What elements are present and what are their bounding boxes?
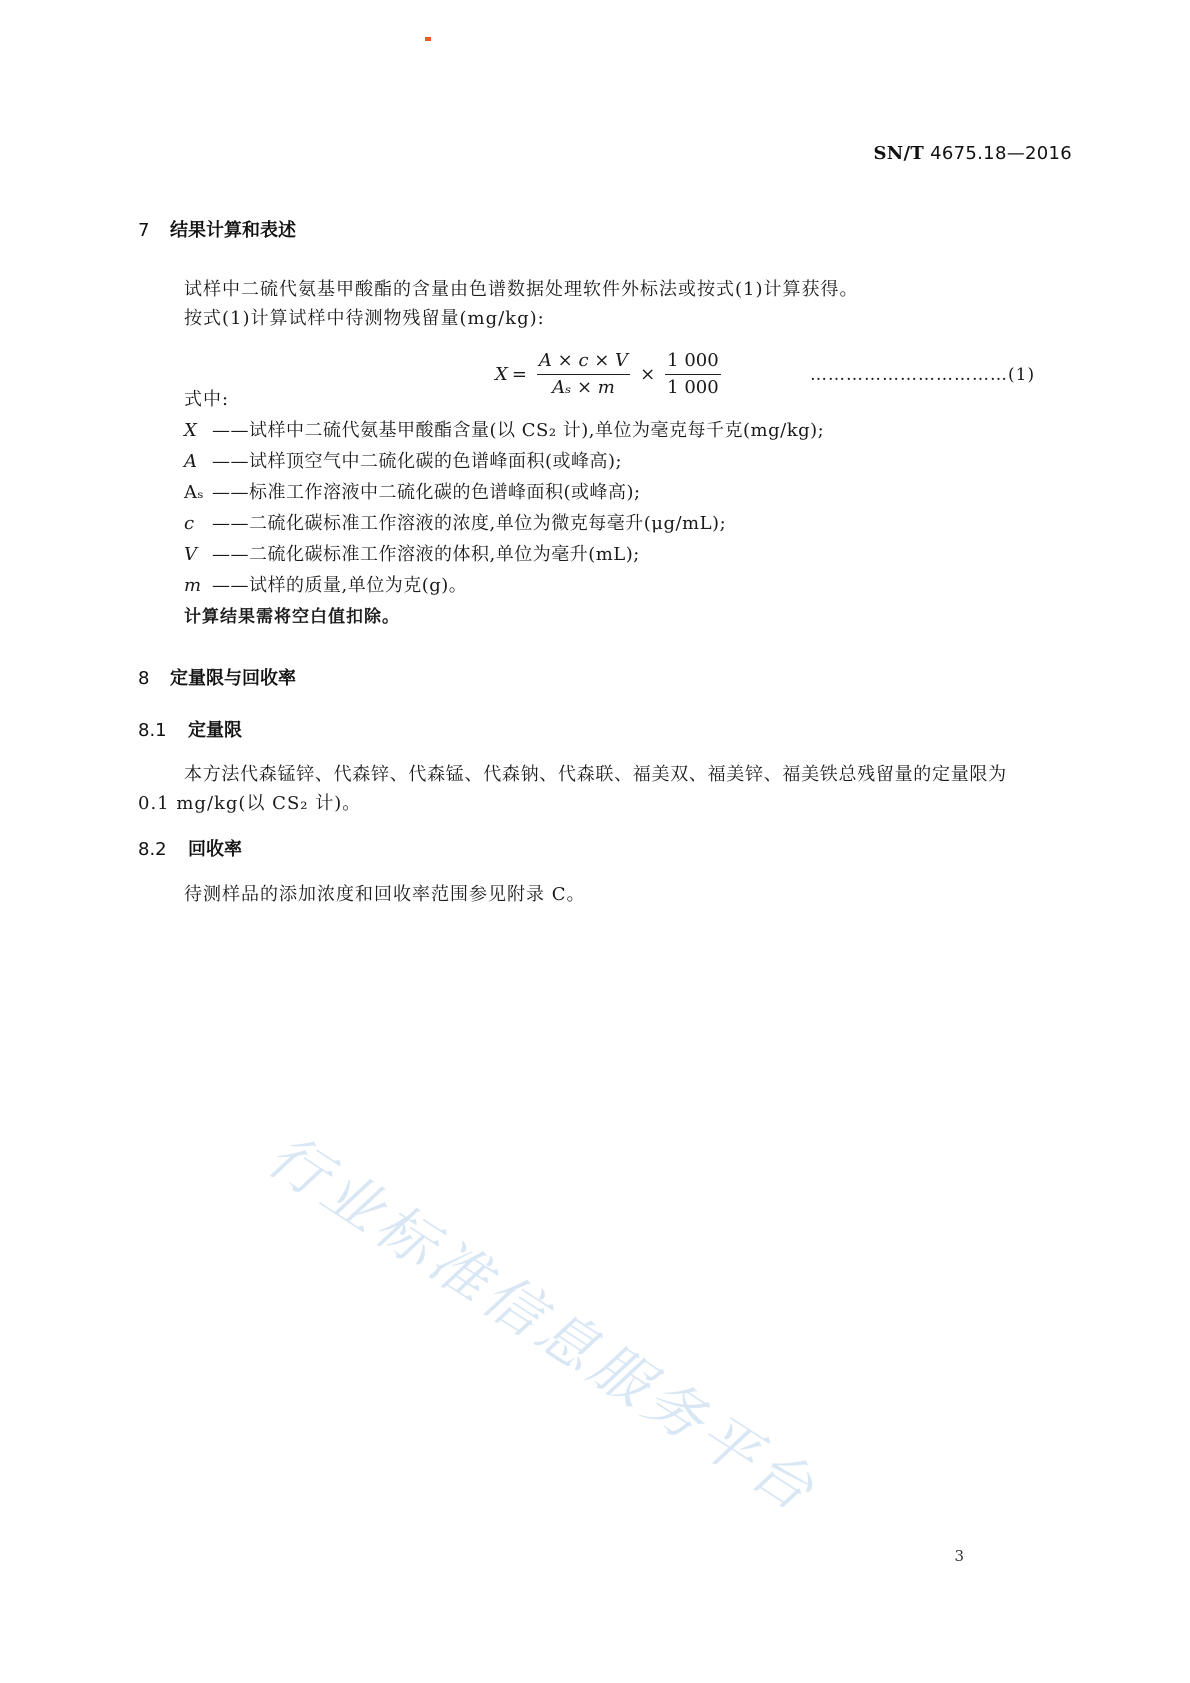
section-title: 结果计算和表述 bbox=[170, 220, 296, 241]
definition-text: ——二硫化碳标准工作溶液的浓度,单位为微克每毫升(μg/mL); bbox=[212, 513, 727, 534]
fraction-2-denominator: 1 000 bbox=[667, 377, 719, 398]
formula-times: × bbox=[640, 364, 656, 385]
limit-of-quantification-text-line-1: 本方法代森锰锌、代森锌、代森锰、代森钠、代森联、福美双、福美锌、福美铁总残留量的定量限为 bbox=[184, 764, 1007, 785]
definition-symbol: V bbox=[184, 544, 198, 565]
definition-symbol: c bbox=[184, 513, 195, 534]
formula-fraction-1 bbox=[537, 350, 630, 399]
section-7-heading bbox=[138, 216, 296, 242]
formula-equals: = bbox=[511, 364, 527, 385]
where-label: 式中: bbox=[184, 389, 230, 410]
section-number: 8 bbox=[138, 668, 150, 689]
subsection-number: 8.2 bbox=[138, 839, 167, 860]
definition-row bbox=[184, 571, 467, 597]
definition-text: ——二硫化碳标准工作溶液的体积,单位为毫升(mL); bbox=[212, 544, 640, 565]
definition-text: ——试样顶空气中二硫化碳的色谱峰面积(或峰高); bbox=[212, 451, 623, 472]
section-7-paragraph-2: 按式(1)计算试样中待测物残留量(mg/kg): bbox=[184, 308, 545, 329]
formula-1 bbox=[495, 350, 727, 399]
definition-row bbox=[184, 540, 640, 566]
definition-symbol: m bbox=[184, 575, 202, 596]
definition-row bbox=[184, 478, 641, 504]
definition-text: ——标准工作溶液中二硫化碳的色谱峰面积(或峰高); bbox=[212, 482, 641, 503]
definition-symbol: X bbox=[184, 420, 198, 441]
section-number: 7 bbox=[138, 220, 150, 241]
formula-lhs: X bbox=[495, 364, 508, 385]
fraction-1-denominator: Aₛ × m bbox=[552, 377, 615, 398]
formula-fraction-2 bbox=[665, 350, 721, 399]
subsection-number: 8.1 bbox=[138, 720, 167, 741]
fraction-1-numerator: A × c × V bbox=[537, 350, 630, 375]
watermark: 行业标准信息服务平台 bbox=[255, 1120, 830, 1527]
page-number: 3 bbox=[954, 1547, 964, 1565]
definition-symbol: Aₛ bbox=[184, 482, 205, 503]
definition-row bbox=[184, 509, 726, 535]
definition-text: ——试样的质量,单位为克(g)。 bbox=[212, 575, 468, 596]
definition-symbol: A bbox=[184, 451, 198, 472]
section-8-heading bbox=[138, 664, 296, 690]
subsection-title: 回收率 bbox=[188, 839, 242, 860]
section-title: 定量限与回收率 bbox=[170, 668, 296, 689]
standard-number: 4675.18—2016 bbox=[930, 143, 1072, 164]
definition-row bbox=[184, 416, 824, 442]
definition-row bbox=[184, 447, 622, 473]
standard-prefix: SN/T bbox=[873, 143, 925, 164]
definition-text: ——试样中二硫代氨基甲酸酯含量(以 CS₂ 计),单位为毫克每千克(mg/kg); bbox=[212, 420, 825, 441]
fraction-2-numerator: 1 000 bbox=[665, 350, 721, 375]
document-code bbox=[874, 143, 1073, 164]
subsection-8-1-heading bbox=[138, 716, 242, 742]
limit-of-quantification-text-line-2: 0.1 mg/kg(以 CS₂ 计)。 bbox=[138, 793, 362, 814]
subsection-8-2-heading bbox=[138, 835, 242, 861]
section-7-paragraph-1: 试样中二硫代氨基甲酸酯的含量由色谱数据处理软件外标法或按式(1)计算获得。 bbox=[184, 279, 859, 300]
recovery-text: 待测样品的添加浓度和回收率范围参见附录 C。 bbox=[184, 884, 586, 905]
blank-value-note: 计算结果需将空白值扣除。 bbox=[184, 607, 400, 627]
formula-number: ……………………………(1) bbox=[810, 365, 1036, 385]
top-color-mark bbox=[425, 37, 431, 41]
subsection-title: 定量限 bbox=[188, 720, 242, 741]
